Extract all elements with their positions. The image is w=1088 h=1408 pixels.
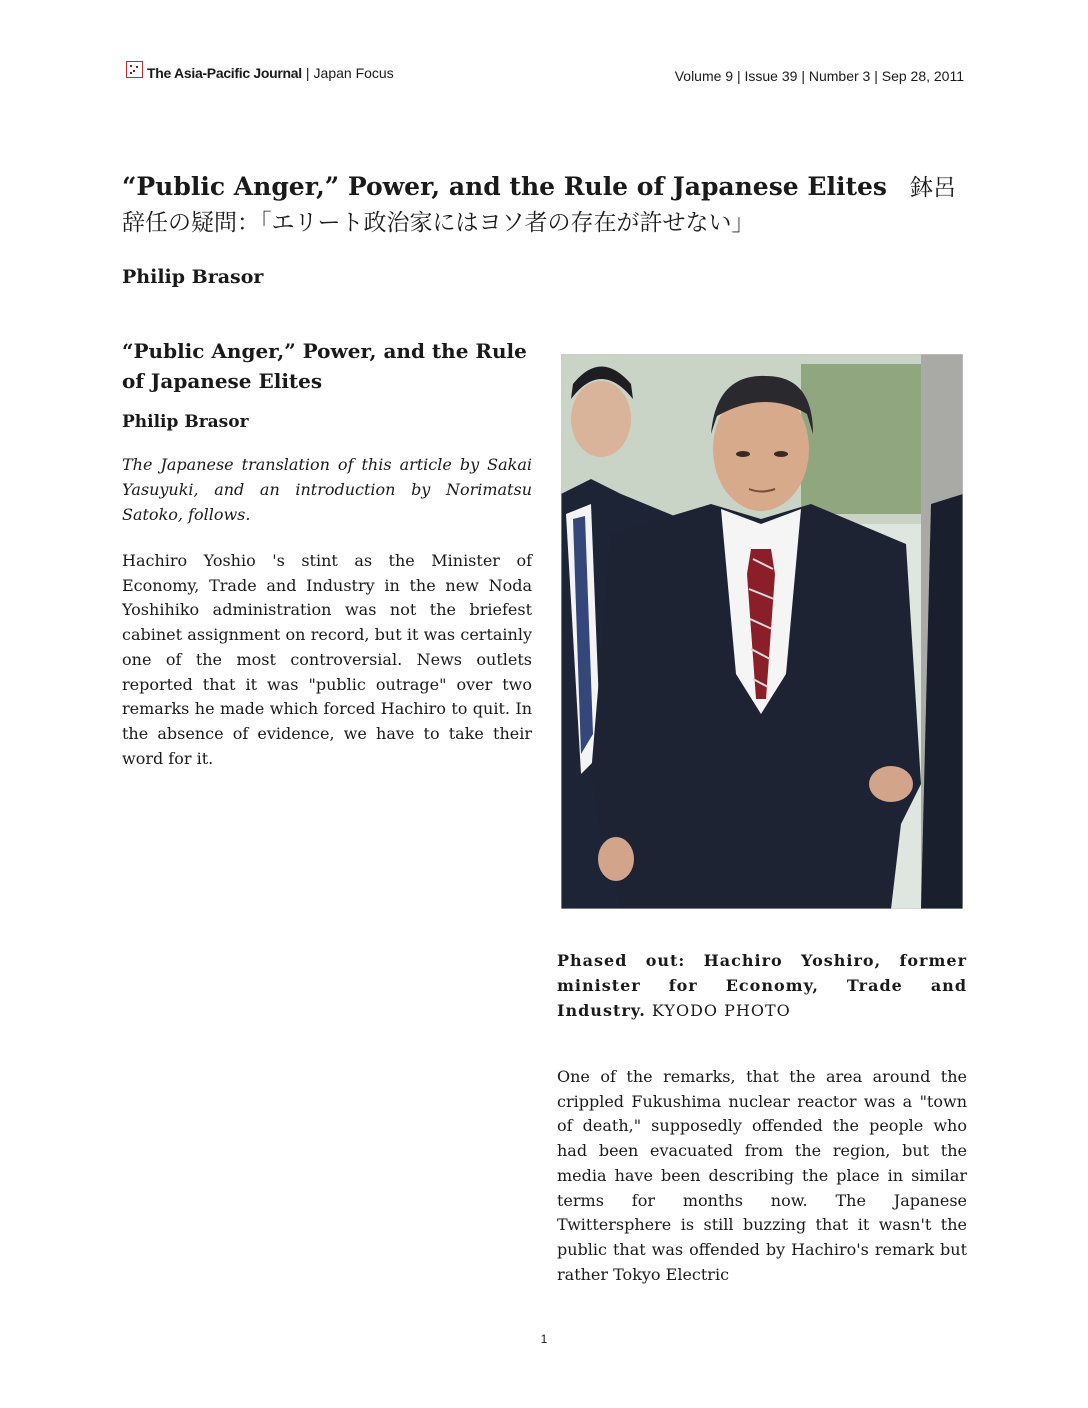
photo-credit: KYODO PHOTO	[651, 1001, 791, 1020]
journal-logo-icon	[126, 61, 143, 78]
section-author: Philip Brasor	[122, 412, 249, 432]
article-title-jp: 鉢呂辞任の疑問：「エリート政治家にはヨソ者の存在が許せない」	[122, 175, 956, 236]
translation-note: The Japanese translation of this article by Sakai Yasuyuki, and an introduction by Norimatsu Satoko, follows.	[122, 455, 532, 524]
article-author: Philip Brasor	[122, 266, 264, 288]
journal-name: The Asia-Pacific Journal	[147, 64, 302, 81]
body-paragraph-1: Hachiro Yoshio 's stint as the Minister of Economy, Trade and Industry in the new Noda Yoshihiko administration was not the briefest cabinet assignment on record, but it was certainly one of the most controversial. News outlets reported that it was "public outrage" over two remarks he made which forced Hachiro to quit. In the absence of evidence, we have to take their word for it.	[122, 551, 532, 768]
section-title: “Public Anger,” Power, and the Rule of Japanese Elites	[122, 339, 527, 393]
article-title	[122, 170, 962, 240]
page-number: 1	[540, 1332, 548, 1346]
journal-section: Japan Focus	[313, 64, 394, 81]
article-title-en: “Public Anger,” Power, and the Rule of Japanese Elites	[122, 172, 887, 201]
photo-caption	[557, 948, 967, 1023]
body-paragraph-2: One of the remarks, that the area around the crippled Fukushima nuclear reactor was a "town of death," supposedly offended the people who had been evacuated from the region, but the media have been describing the place in similar terms for months now. The Japanese Twittersphere is still buzzing that it wasn't the public that was offended by Hachiro's remark but rather Tokyo Electric	[557, 1067, 967, 1284]
page-header-left	[126, 64, 394, 81]
header-separator: |	[305, 64, 310, 81]
article-photo	[561, 354, 963, 909]
issue-info: Volume 9 | Issue 39 | Number 3 | Sep 28, 2011	[674, 68, 964, 84]
photo-caption-text: Phased out: Hachiro Yoshiro, former minister for Economy, Trade and Industry.	[557, 951, 967, 1020]
left-column	[122, 336, 532, 771]
